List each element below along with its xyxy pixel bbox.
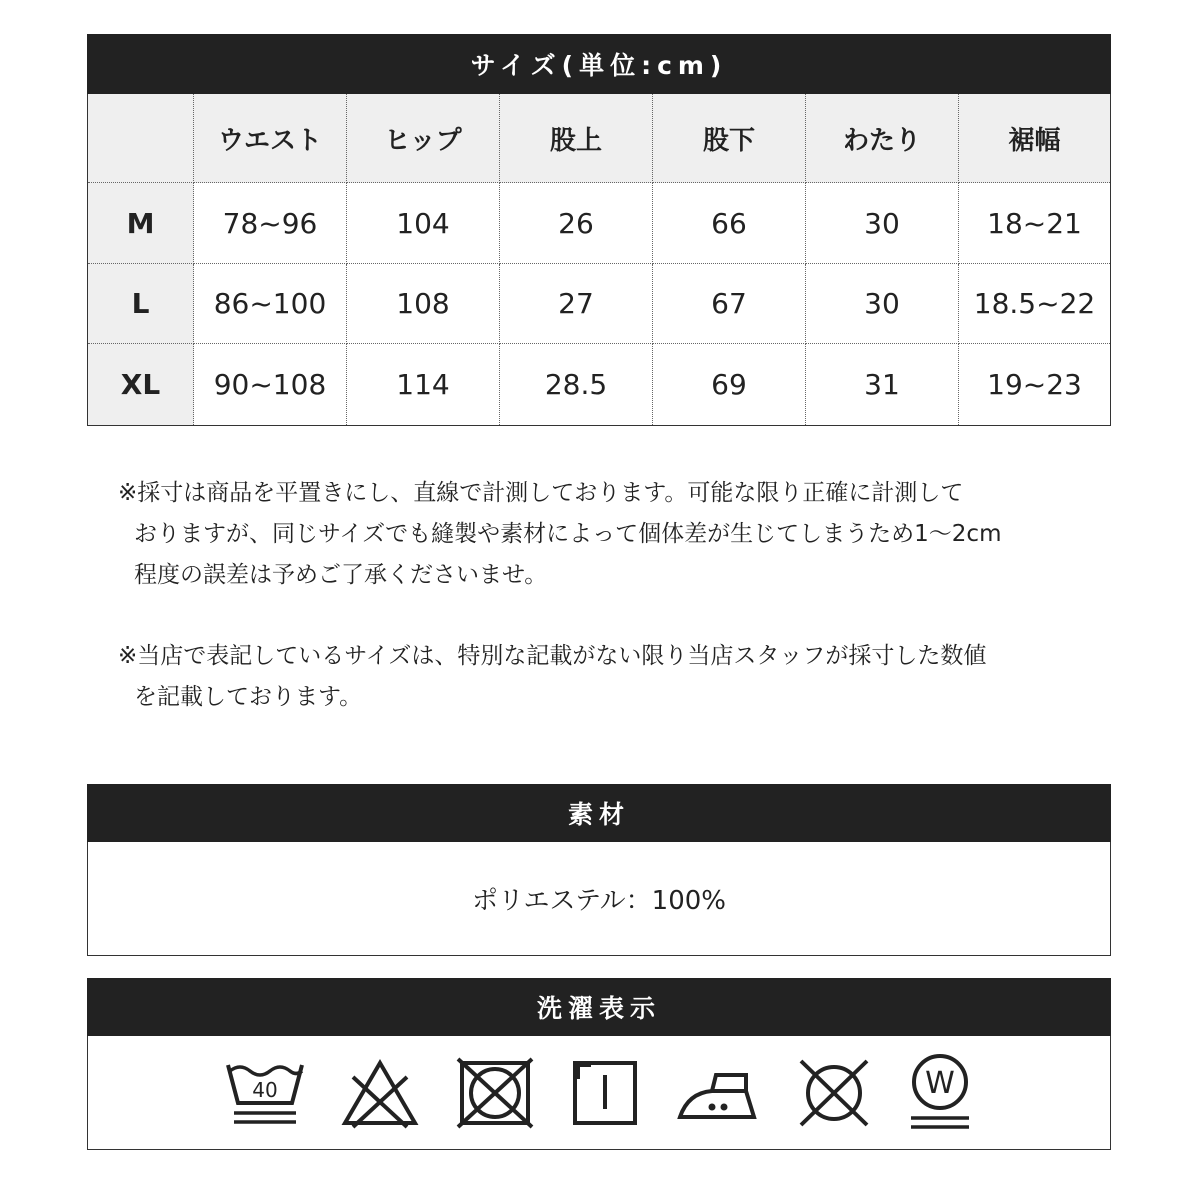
table-cell: 26: [500, 183, 653, 264]
care-box: [87, 1036, 1111, 1150]
table-cell: 19~23: [987, 368, 1082, 401]
column-header-thigh: わたり: [806, 94, 959, 183]
material-section-header: [87, 784, 1111, 842]
material-section-title: 素材: [567, 800, 630, 829]
note-line: ※採寸は商品を平置きにし、直線で計測しております。可能な限り正確に計測して: [118, 480, 964, 506]
note-line: 程度の誤差は予めご了承くださいませ。: [134, 562, 548, 588]
column-header-waist: ウエスト: [194, 94, 347, 183]
material-box: [87, 842, 1111, 956]
note-line: ※当店で表記しているサイズは、特別な記載がない限り当店スタッフが採寸した数値: [118, 643, 987, 669]
table-cell: 90~108: [194, 344, 347, 425]
table-cell: 66: [653, 183, 806, 264]
line-dry-shade-icon: [569, 1057, 641, 1129]
wet-clean-icon: [907, 1052, 973, 1134]
table-corner: [88, 94, 194, 183]
size-section-title: サイズ(単位:cm): [470, 51, 728, 80]
note-line: おりますが、同じサイズでも縫製や素材によって個体差が生じてしまうため1～2cm: [134, 521, 1002, 547]
table-cell: 108: [347, 264, 500, 344]
care-section-title: 洗濯表示: [536, 994, 661, 1023]
size-section-header: [87, 34, 1111, 94]
table-cell: 114: [347, 344, 500, 425]
row-label-m: M: [88, 183, 194, 264]
column-header-hem-width: 裾幅: [959, 94, 1110, 183]
row-label-xl: XL: [88, 344, 194, 425]
no-tumble-dry-icon: [454, 1057, 536, 1129]
column-header-inseam: 股下: [653, 94, 806, 183]
table-cell: 67: [653, 264, 806, 344]
table-cell: 104: [347, 183, 500, 264]
iron-low-icon: [674, 1057, 760, 1129]
table-cell: 86~100: [194, 264, 347, 344]
wash-40-icon: [224, 1057, 306, 1129]
table-cell: 78~96: [194, 183, 347, 264]
table-cell: 18~21: [959, 183, 1110, 264]
column-header-hip: ヒップ: [347, 94, 500, 183]
column-header-rise: 股上: [500, 94, 653, 183]
material-text: ポリエステル：100%: [472, 886, 726, 916]
table-cell: 30: [806, 183, 959, 264]
note-line: を記載しております。: [134, 684, 363, 710]
care-icons: [88, 1036, 1110, 1149]
measurement-note: [118, 473, 1098, 596]
no-bleach-icon: [339, 1057, 421, 1129]
table-cell: 69: [653, 344, 806, 425]
table-cell: 30: [806, 264, 959, 344]
size-table: [87, 94, 1111, 426]
size-notation-note: [118, 636, 1098, 718]
wash-temp-label: 40: [252, 1077, 279, 1102]
table-cell: 31: [806, 344, 959, 425]
no-dry-clean-icon: [793, 1057, 875, 1129]
table-cell: 18.5~22: [959, 264, 1110, 344]
wet-clean-letter: W: [925, 1065, 956, 1101]
row-label-l: L: [88, 264, 194, 344]
care-section-header: [87, 978, 1111, 1036]
table-cell: 28.5: [500, 344, 653, 425]
table-cell: 27: [500, 264, 653, 344]
